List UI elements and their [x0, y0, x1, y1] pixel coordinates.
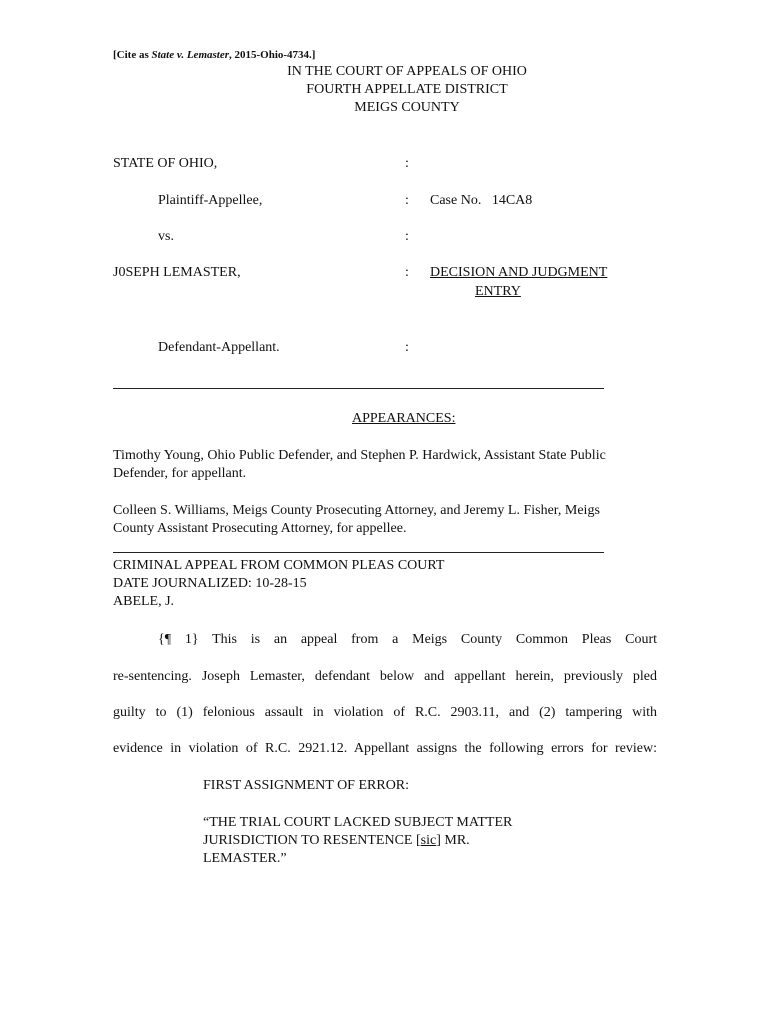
appeal-type: CRIMINAL APPEAL FROM COMMON PLEAS COURT [113, 558, 445, 573]
party-defendant: J0SEPH LEMASTER, [113, 265, 241, 280]
court-name: IN THE COURT OF APPEALS OF OHIO [287, 64, 527, 79]
court-district: FOURTH APPELLATE DISTRICT [306, 82, 508, 97]
appellant-counsel-line2: Defender, for appellant. [113, 466, 247, 481]
assignment-text-line3: LEMASTER.” [203, 851, 287, 866]
appellee-counsel-line2: County Assistant Prosecuting Attorney, for appellee. [113, 521, 407, 536]
citation-suffix: , 2015-Ohio-4734.] [229, 49, 316, 61]
body-line-2: re-sentencing. Joseph Lemaster, defendant below and appellant herein, previously pled [113, 669, 657, 684]
assignment-text-post: ] MR. [436, 833, 470, 848]
body-line-4: evidence in violation of R.C. 2921.12. Appellant assigns the following errors for review: [113, 741, 657, 756]
caption-separator: : [405, 229, 409, 244]
citation-case-name: State v. Lemaster [151, 49, 229, 61]
court-county: MEIGS COUNTY [354, 100, 460, 115]
date-journalized: DATE JOURNALIZED: 10-28-15 [113, 576, 307, 591]
appearances-divider [113, 552, 604, 553]
appellee-counsel-line1: Colleen S. Williams, Meigs County Prosecuting Attorney, and Jeremy L. Fisher, Meigs [113, 503, 600, 518]
assignment-heading: FIRST ASSIGNMENT OF ERROR: [203, 778, 410, 793]
case-number: Case No. 14CA8 [430, 193, 533, 208]
assignment-text-line2 [203, 832, 470, 850]
citation-prefix: [Cite as [113, 49, 152, 61]
entry-title-line2: ENTRY [475, 284, 521, 299]
plaintiff-role: Plaintiff-Appellee, [158, 193, 263, 208]
versus: vs. [158, 229, 174, 244]
party-plaintiff: STATE OF OHIO, [113, 156, 218, 171]
defendant-role: Defendant-Appellant. [158, 340, 280, 355]
caption-separator: : [405, 265, 409, 280]
caption-separator: : [405, 340, 409, 355]
caption-divider [113, 388, 604, 389]
entry-title-line1: DECISION AND JUDGMENT [430, 265, 608, 280]
caption-separator: : [405, 193, 409, 208]
body-line-1: {¶ 1} This is an appeal from a Meigs County Common Pleas Court [158, 632, 657, 647]
caption-separator: : [405, 156, 409, 171]
sic-notation: sic [420, 833, 437, 848]
citation [113, 46, 315, 64]
appearances-heading: APPEARANCES: [352, 411, 456, 426]
body-line-3: guilty to (1) felonious assault in violation of R.C. 2903.11, and (2) tampering with [113, 705, 657, 720]
assignment-text-line1: “THE TRIAL COURT LACKED SUBJECT MATTER [203, 815, 513, 830]
assignment-text-pre: JURISDICTION TO RESENTENCE [ [203, 833, 421, 848]
appellant-counsel-line1: Timothy Young, Ohio Public Defender, and Stephen P. Hardwick, Assistant State Public [113, 448, 606, 463]
judge-name: ABELE, J. [113, 594, 175, 609]
